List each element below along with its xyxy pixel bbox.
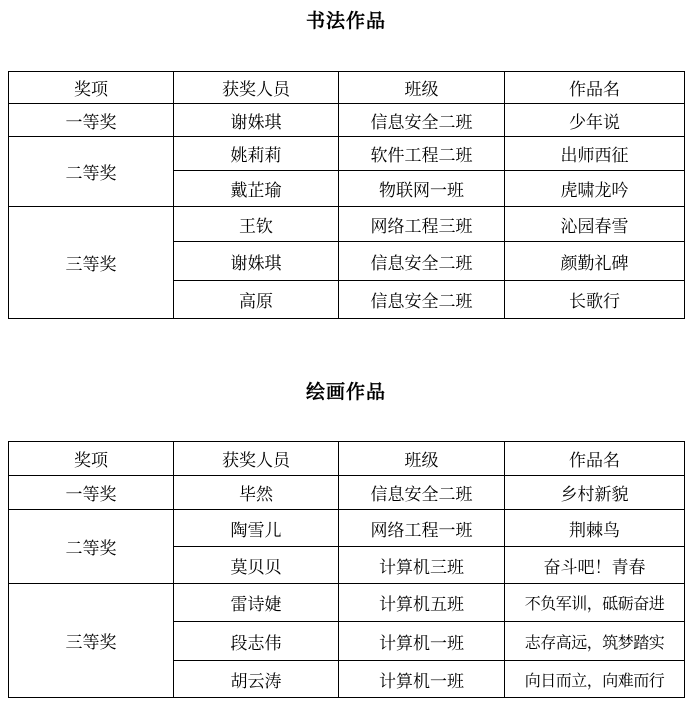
header-prize: 奖项 — [9, 442, 174, 476]
class-cell: 计算机一班 — [339, 622, 505, 661]
person-cell: 莫贝贝 — [174, 547, 339, 584]
person-cell: 陶雪儿 — [174, 510, 339, 547]
painting-section-title: 绘画作品 — [305, 381, 386, 403]
class-cell: 信息安全二班 — [339, 242, 505, 281]
prize-cell: 二等奖 — [9, 510, 174, 584]
class-cell: 信息安全二班 — [339, 281, 505, 319]
table-row — [9, 510, 685, 547]
person-cell: 戴芷瑜 — [174, 171, 339, 207]
person-cell: 毕然 — [174, 476, 339, 510]
work-cell: 奋斗吧！青春 — [505, 547, 685, 584]
work-cell: 志存高远，筑梦踏实 — [505, 622, 685, 661]
header-prize: 奖项 — [9, 72, 174, 104]
header-person: 获奖人员 — [174, 72, 339, 104]
calligraphy-awards-table — [8, 71, 685, 319]
table-header-row — [9, 72, 685, 104]
person-cell: 段志伟 — [174, 622, 339, 661]
table-row — [9, 137, 685, 171]
class-cell: 计算机三班 — [339, 547, 505, 584]
header-work: 作品名 — [505, 72, 685, 104]
table-row — [9, 584, 685, 622]
class-cell: 网络工程一班 — [339, 510, 505, 547]
person-cell: 高原 — [174, 281, 339, 319]
class-cell: 信息安全二班 — [339, 104, 505, 137]
work-cell: 颜勤礼碑 — [505, 242, 685, 281]
header-class: 班级 — [339, 442, 505, 476]
class-cell: 信息安全二班 — [339, 476, 505, 510]
class-cell: 计算机五班 — [339, 584, 505, 622]
work-cell: 乡村新貌 — [505, 476, 685, 510]
table-row — [9, 476, 685, 510]
table-row — [9, 104, 685, 137]
work-cell: 荆棘鸟 — [505, 510, 685, 547]
person-cell: 雷诗婕 — [174, 584, 339, 622]
calligraphy-section-title: 书法作品 — [305, 10, 386, 32]
person-cell: 王钦 — [174, 207, 339, 242]
person-cell: 谢姝琪 — [174, 104, 339, 137]
work-cell: 少年说 — [505, 104, 685, 137]
prize-cell: 三等奖 — [9, 584, 174, 698]
header-class: 班级 — [339, 72, 505, 104]
class-cell: 软件工程二班 — [339, 137, 505, 171]
work-cell: 虎啸龙吟 — [505, 171, 685, 207]
work-cell: 不负军训，砥砺奋进 — [505, 584, 685, 622]
work-cell: 沁园春雪 — [505, 207, 685, 242]
table-header-row — [9, 442, 685, 476]
class-cell: 物联网一班 — [339, 171, 505, 207]
work-cell: 出师西征 — [505, 137, 685, 171]
header-person: 获奖人员 — [174, 442, 339, 476]
prize-cell: 一等奖 — [9, 476, 174, 510]
prize-cell: 二等奖 — [9, 137, 174, 207]
person-cell: 胡云涛 — [174, 661, 339, 698]
header-work: 作品名 — [505, 442, 685, 476]
person-cell: 谢姝琪 — [174, 242, 339, 281]
prize-cell: 三等奖 — [9, 207, 174, 319]
work-cell: 向日而立，向难而行 — [505, 661, 685, 698]
prize-cell: 一等奖 — [9, 104, 174, 137]
table-row — [9, 207, 685, 242]
painting-awards-table — [8, 441, 685, 698]
person-cell: 姚莉莉 — [174, 137, 339, 171]
class-cell: 网络工程三班 — [339, 207, 505, 242]
work-cell: 长歌行 — [505, 281, 685, 319]
class-cell: 计算机一班 — [339, 661, 505, 698]
